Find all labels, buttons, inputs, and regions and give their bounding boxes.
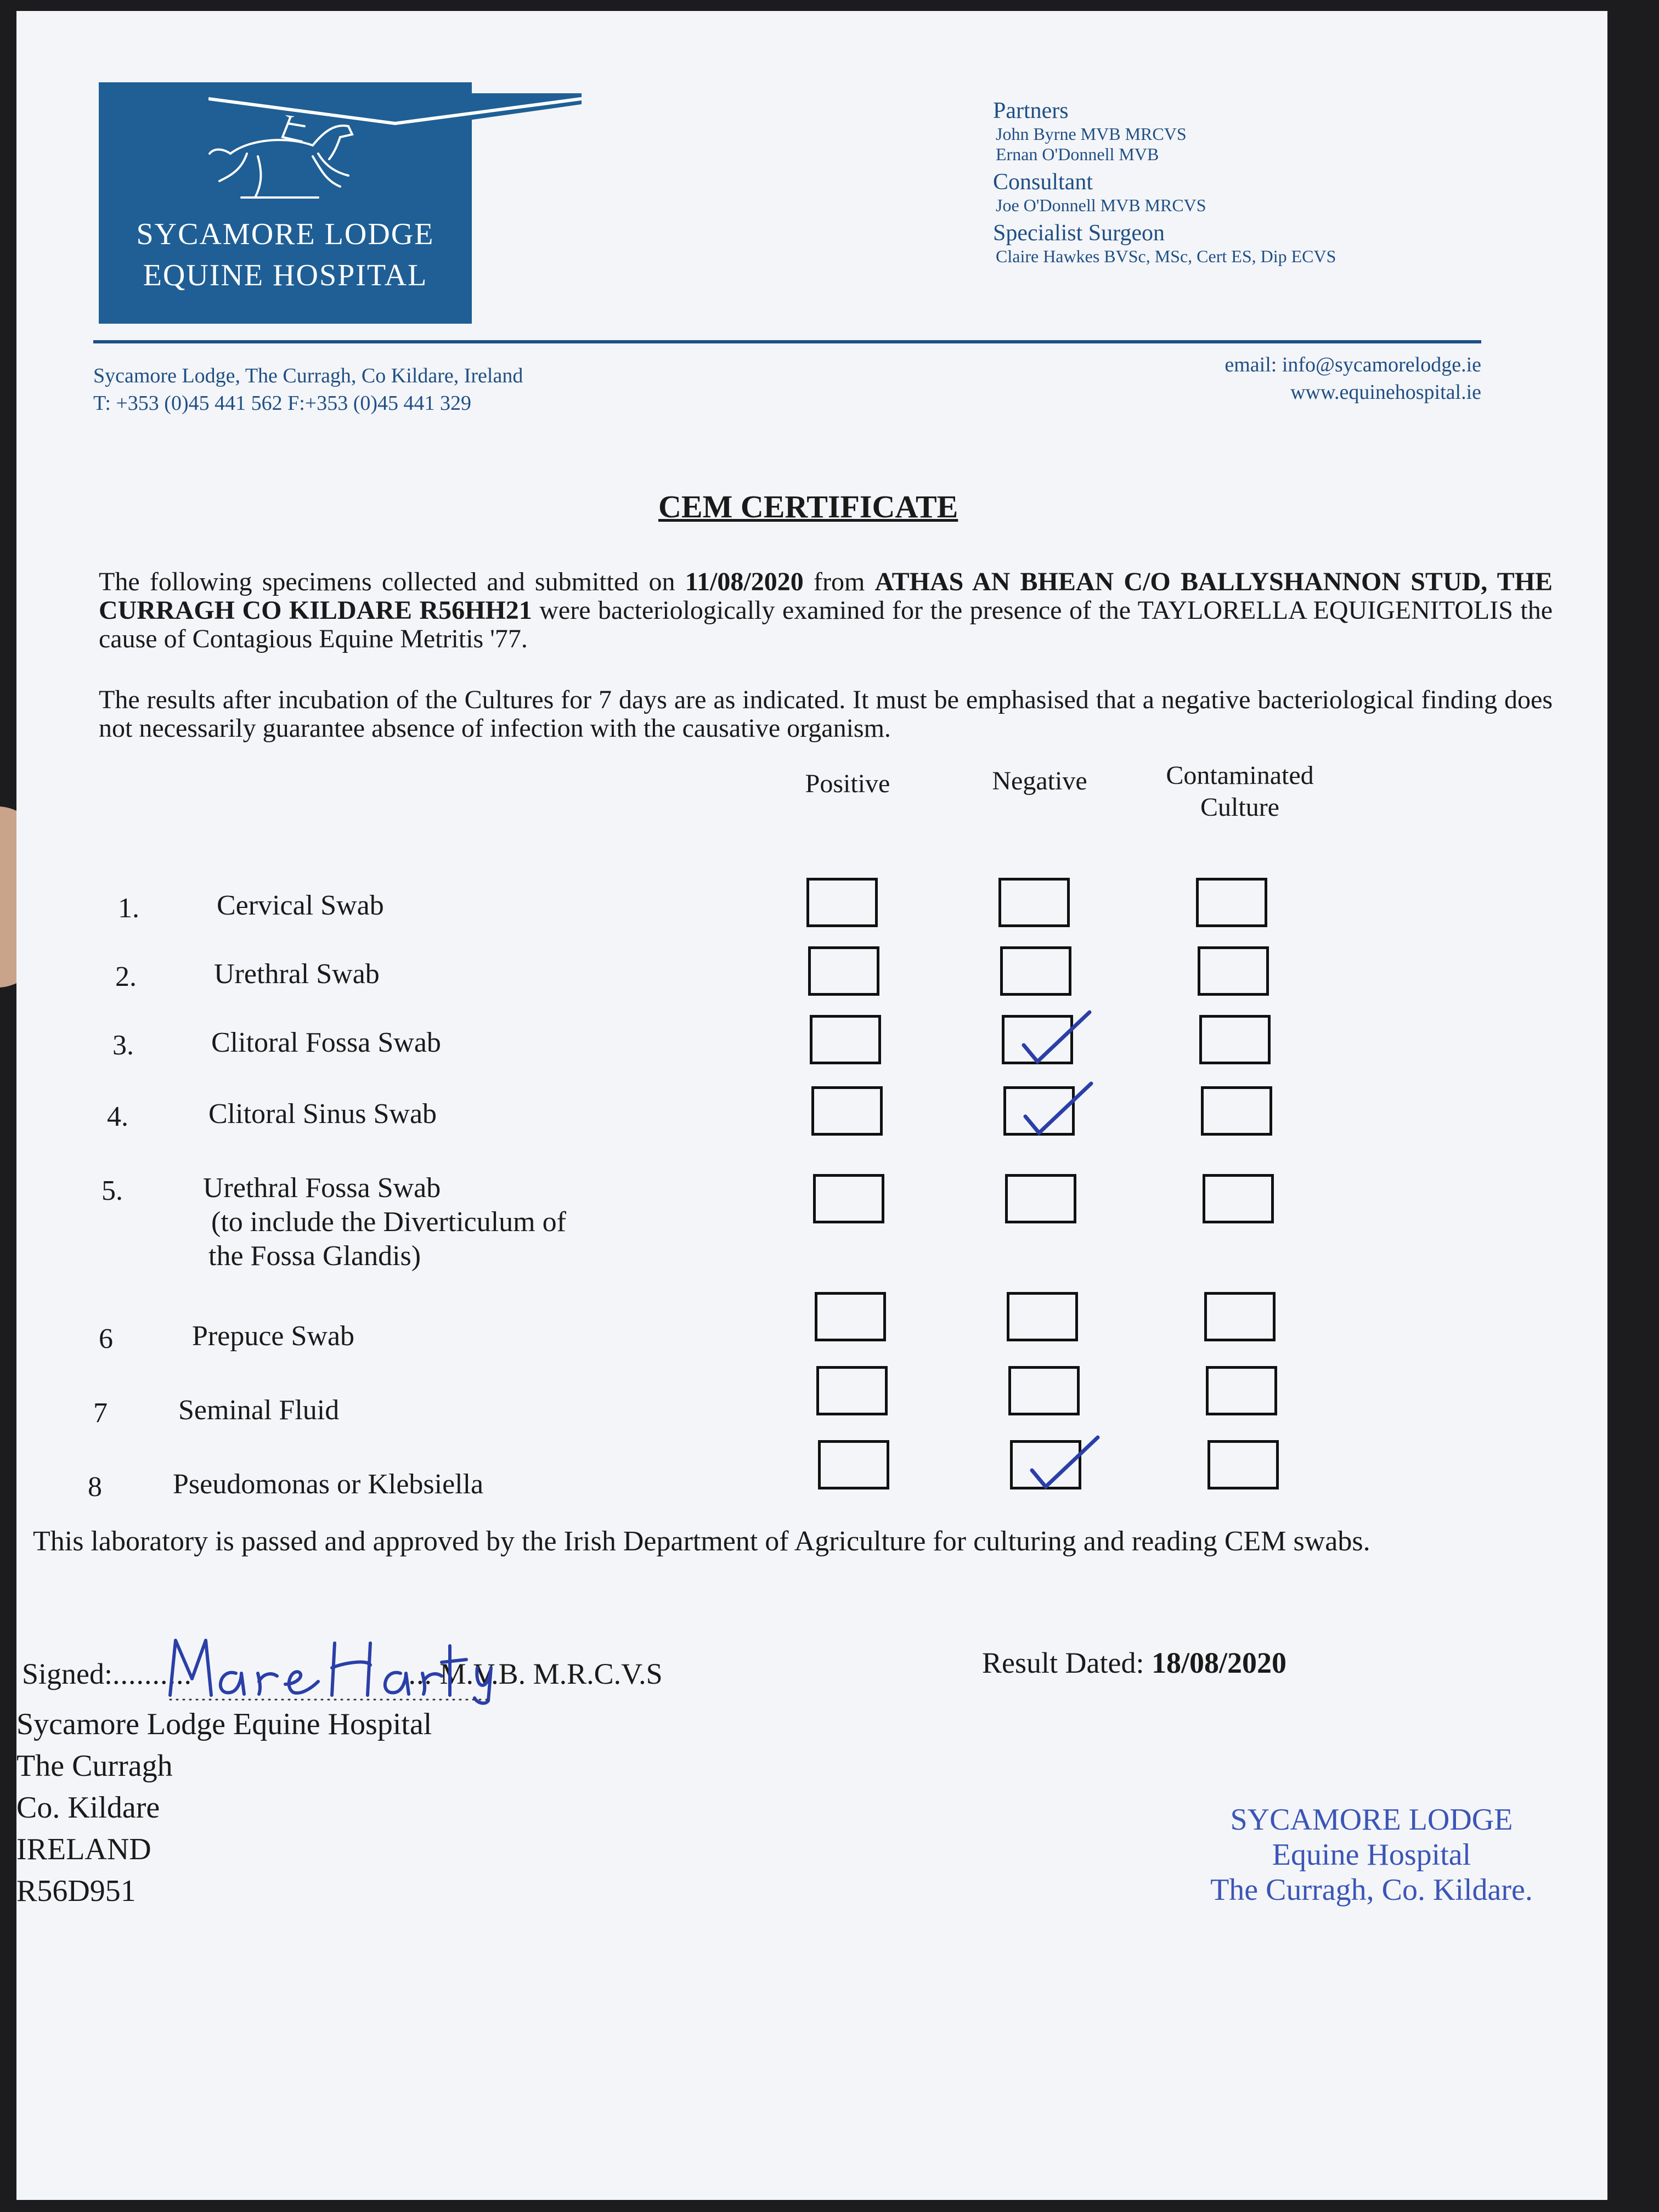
row-label: Prepuce Swab — [192, 1321, 355, 1352]
row-label-line: (to include the Diverticulum of — [211, 1206, 566, 1238]
lab-address-line: Sycamore Lodge Equine Hospital — [16, 1707, 432, 1741]
website-line: www.equinehospital.ie — [1290, 381, 1481, 404]
specimen-source: ATHAS AN BHEAN C/O BALLYSHANNON STUD, THE CURRAGH CO KILDARE R56HH21 — [99, 567, 1553, 625]
checkbox-positive[interactable] — [815, 1292, 886, 1341]
row-label-line: Urethral Fossa Swab — [203, 1172, 441, 1204]
checkbox-negative[interactable] — [1003, 1086, 1075, 1136]
checkbox-negative[interactable] — [1008, 1366, 1080, 1415]
signature-dots: .......... — [112, 1657, 193, 1690]
email-line: email: info@sycamorelodge.ie — [1224, 353, 1481, 376]
collection-date: 11/08/2020 — [685, 567, 804, 596]
column-header-negative: Negative — [992, 766, 1087, 795]
column-header-line: Culture — [1200, 793, 1279, 822]
phone-fax-line: T: +353 (0)45 441 562 F:+353 (0)45 441 329 — [93, 392, 472, 415]
hospital-stamp — [1180, 1802, 1564, 1908]
checkbox-positive[interactable] — [810, 1015, 881, 1064]
column-header-positive: Positive — [805, 769, 890, 798]
checkbox-negative[interactable] — [1007, 1292, 1078, 1341]
signature-dots: .... — [400, 1657, 433, 1690]
hospital-address — [93, 362, 523, 417]
column-header-line: Contaminated — [1166, 761, 1314, 790]
certificate-title: CEM CERTIFICATE — [658, 489, 958, 524]
consultant-heading: Consultant — [993, 170, 1093, 195]
stamp-line: SYCAMORE LODGE — [1230, 1803, 1513, 1837]
lab-address-line: R56D951 — [16, 1874, 136, 1908]
checkbox-positive[interactable] — [818, 1440, 889, 1489]
intro-text: The following specimens collected and submitted on — [99, 567, 685, 596]
checkbox-contaminated[interactable] — [1206, 1366, 1277, 1415]
intro-text: from — [803, 567, 875, 596]
row-label-line: the Fossa Glandis) — [208, 1240, 421, 1272]
partners-heading: Partners — [993, 98, 1069, 123]
row-number: 4. — [107, 1101, 128, 1132]
row-number: 1. — [118, 893, 139, 924]
hospital-logo — [99, 82, 472, 324]
checkbox-positive[interactable] — [811, 1086, 883, 1136]
result-dated-label: Result Dated: — [982, 1646, 1152, 1679]
lab-address-line: IRELAND — [16, 1832, 151, 1866]
stamp-line: Equine Hospital — [1272, 1838, 1471, 1872]
contact-info — [1031, 351, 1481, 406]
checkbox-contaminated[interactable] — [1204, 1292, 1276, 1341]
approval-statement: This laboratory is passed and approved by the Irish Department of Agriculture for culturing and reading CEM swabs. — [33, 1526, 1370, 1557]
checkbox-contaminated[interactable] — [1201, 1086, 1272, 1136]
check-mark-icon — [1017, 1078, 1094, 1138]
checkbox-contaminated[interactable] — [1199, 1015, 1271, 1064]
result-date: 18/08/2020 — [1151, 1646, 1286, 1679]
row-number: 8 — [88, 1471, 102, 1503]
stamp-line: The Curragh, Co. Kildare. — [1210, 1873, 1533, 1907]
staff-list — [993, 93, 1336, 267]
result-dated — [982, 1646, 1286, 1680]
check-mark-icon — [1024, 1432, 1101, 1492]
row-number: 5. — [101, 1175, 123, 1206]
row-label: Seminal Fluid — [178, 1395, 340, 1426]
row-label: Clitoral Sinus Swab — [208, 1098, 437, 1130]
checkbox-positive[interactable] — [806, 878, 878, 927]
row-label — [203, 1171, 566, 1273]
surgeon-name: Claire Hawkes BVSc, MSc, Cert ES, Dip ECVS — [996, 246, 1336, 266]
row-label: Urethral Swab — [214, 958, 380, 990]
certificate-page — [16, 11, 1607, 2200]
checkbox-negative[interactable] — [1010, 1440, 1081, 1489]
intro-text: were bacteriologically examined for the presence of the TAYLORELLA EQUIGENITOLIS the cause of Contagious Equine Metritis '77. — [99, 596, 1553, 653]
check-mark-icon — [1015, 1007, 1092, 1067]
checkbox-positive[interactable] — [808, 946, 879, 996]
checkbox-contaminated[interactable] — [1196, 878, 1267, 927]
checkbox-negative[interactable] — [1002, 1015, 1073, 1064]
results-note: The results after incubation of the Cultures for 7 days are as indicated. It must be emphasised that a negative bacteriological finding does not necessarily guarantee absence of infection with the causative organism. — [99, 685, 1553, 743]
checkbox-positive[interactable] — [813, 1174, 884, 1223]
row-label: Pseudomonas or Klebsiella — [173, 1469, 484, 1500]
header-divider — [93, 340, 1481, 343]
lab-address-line: Co. Kildare — [16, 1791, 160, 1825]
signed-label: Signed: — [22, 1657, 113, 1690]
row-number: 3. — [112, 1030, 134, 1061]
checkbox-negative[interactable] — [1005, 1174, 1076, 1223]
checkbox-negative[interactable] — [1000, 946, 1071, 996]
row-number: 2. — [115, 961, 137, 992]
checkbox-contaminated[interactable] — [1207, 1440, 1279, 1489]
checkbox-negative[interactable] — [998, 878, 1070, 927]
address-line: Sycamore Lodge, The Curragh, Co Kildare, Ireland — [93, 364, 523, 387]
logo-name-line1: SYCAMORE LODGE — [136, 217, 435, 251]
lab-address-block — [16, 1703, 432, 1912]
handwritten-signature — [159, 1629, 499, 1706]
lab-address-line: The Curragh — [16, 1749, 173, 1783]
partner-name: John Byrne MVB MRCVS — [996, 124, 1187, 144]
checkbox-contaminated[interactable] — [1198, 946, 1269, 996]
row-number: 6 — [99, 1323, 113, 1355]
row-label: Cervical Swab — [217, 890, 384, 921]
partner-name: Ernan O'Donnell MVB — [996, 144, 1159, 164]
checkbox-positive[interactable] — [816, 1366, 888, 1415]
row-label: Clitoral Fossa Swab — [211, 1027, 441, 1058]
surgeon-heading: Specialist Surgeon — [993, 221, 1165, 246]
logo-name-line2: EQUINE HOSPITAL — [143, 258, 428, 292]
logo-banner-chevron — [208, 93, 582, 132]
signer-credentials: M.V.B. M.R.C.V.S — [439, 1657, 663, 1690]
row-number: 7 — [93, 1397, 108, 1429]
intro-paragraph — [99, 568, 1553, 653]
consultant-name: Joe O'Donnell MVB MRCVS — [996, 195, 1206, 215]
checkbox-contaminated[interactable] — [1203, 1174, 1274, 1223]
column-header-contaminated — [1141, 760, 1339, 823]
